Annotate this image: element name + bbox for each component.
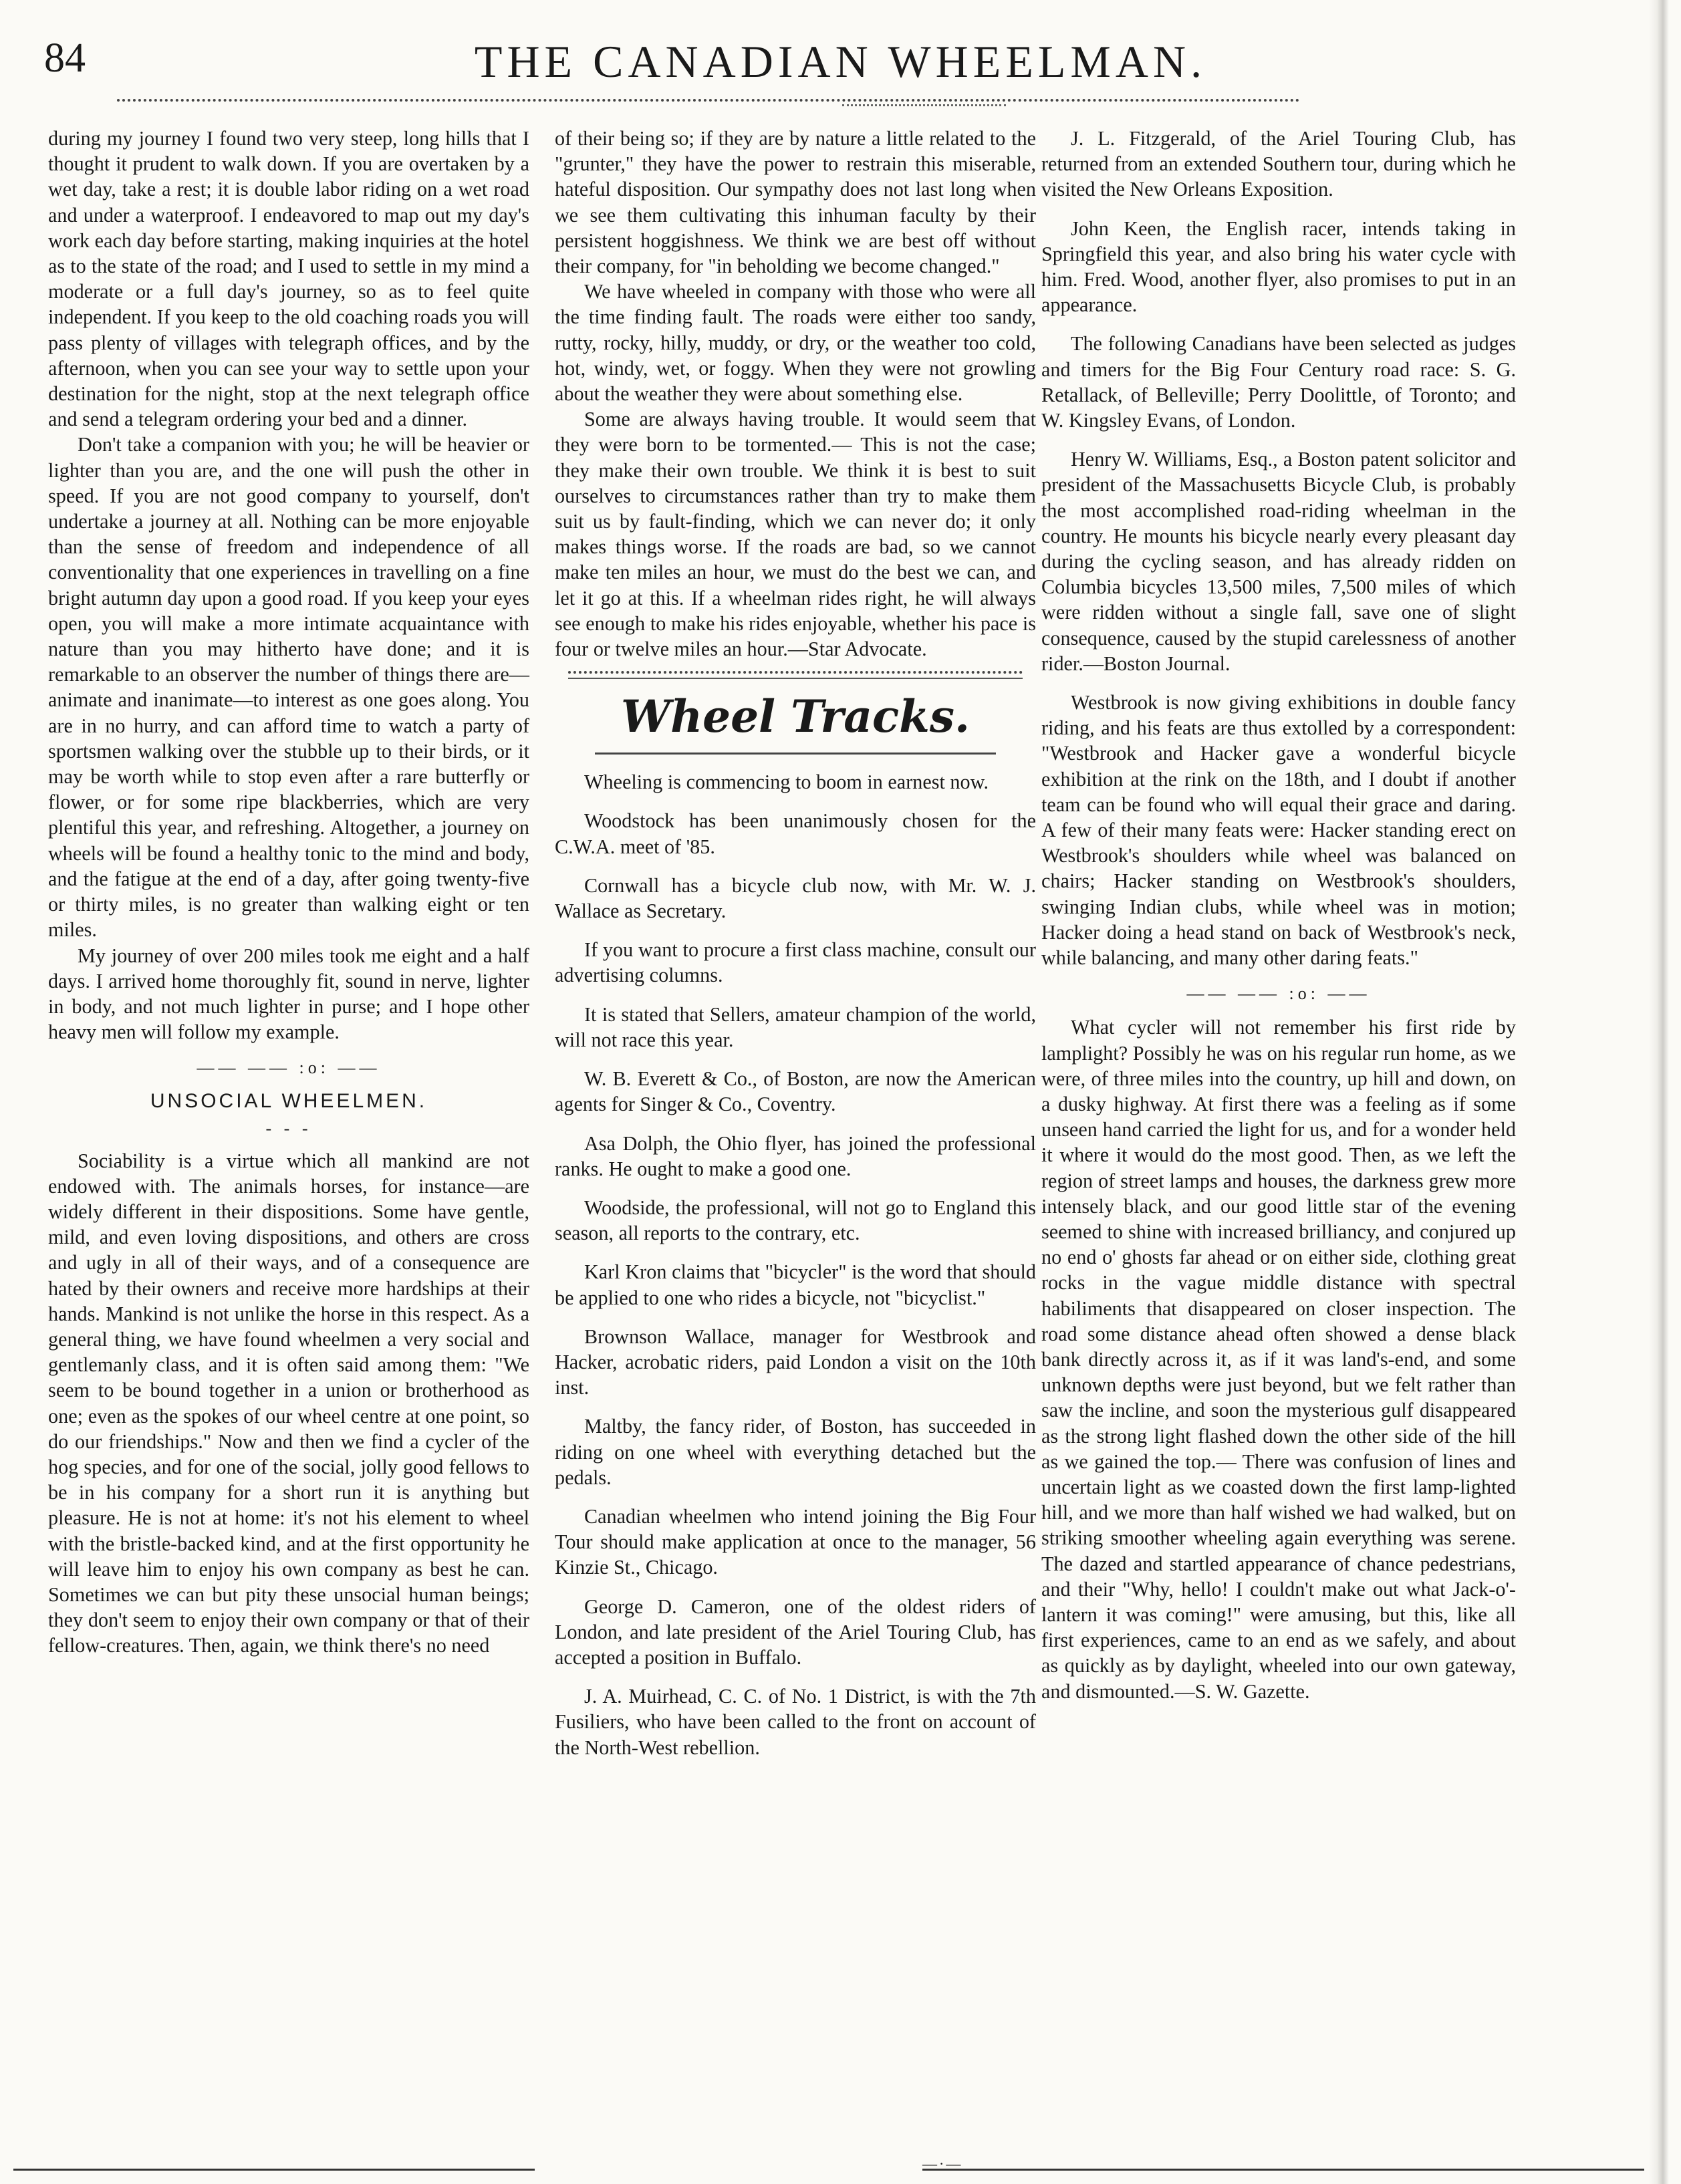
masthead-rule-secondary [842, 104, 1006, 106]
paragraph: Sociability is a virtue which all mankind are not endowed with. The animals horses, for instance—are widely different in their dispositions. Some have gentle, mild, and even loving dispositions, and others are cross and ugly in all of their ways, and of a consequence are hated by their owners and receive more hardships at their hands. Mankind is not unlike the horse in this respect. As a general thing, we have found wheelmen a very social and gentlemanly class, and it is often said among them: "We seem to be bound together in a union or brotherhood as one; even as the spokes of our wheel centre at one point, so do our friendships." Now and then we find a cycler of the hog species, and for one of the social, jolly good fellows to be in his company for a short run it is anything but pleasure. He is not at home: it's not his element to wheel with the bristle-backed kind, and at the first opportunity he will leave him to enjoy his own company as best he can. Sometimes we can but pity these unsocial human beings; they don't seem to enjoy their own company or that of their fellow-creatures. Then, again, we think there's no need [48, 1149, 529, 1657]
news-item: Brownson Wallace, manager for Westbrook and Hacker, acrobatic riders, paid London a visit on the 10th inst. [555, 1325, 1036, 1399]
section-title: UNSOCIAL WHEELMEN. [150, 1090, 428, 1113]
footer-mark: —·— [922, 2155, 963, 2172]
footer-rule [922, 2169, 1644, 2171]
section-rule [595, 753, 996, 755]
column-left [48, 126, 529, 1659]
news-item: Cornwall has a bicycle club now, with Mr. W. J. Wallace as Secretary. [555, 873, 1036, 923]
news-item: Karl Kron claims that "bicycler" is the word that should be applied to one who rides a bicycle, not "bicyclist." [555, 1260, 1036, 1309]
news-item: Woodstock has been unanimously chosen for the C.W.A. meet of '85. [555, 809, 1036, 858]
news-item: It is stated that Sellers, amateur champion of the world, will not race this year. [555, 1002, 1036, 1051]
section-title: Wheel Tracks. [620, 690, 971, 743]
page-edge-shadow [1649, 0, 1669, 2184]
masthead-rule [117, 99, 1300, 102]
paragraph: during my journey I found two very steep, long hills that I thought it prudent to walk down. If you are overtaken by a wet day, take a rest; it is double labor riding on a wet road and under a waterproof. I endeavored to map out my day's work each day before starting, making inquiries at the hotel as to the state of the road; and I used to settle in my mind a moderate or a full day's journey, so as to feel quite independent. If you keep to the old coaching roads you will pass plenty of villages with telegraph offices, and by the afternoon, when you can see your way to settle upon your destination for the night, stop at the next telegraph office and send a telegram ordering your bed and a dinner. [48, 127, 529, 431]
section-rule [568, 671, 1023, 679]
news-item: J. L. Fitzgerald, of the Ariel Touring Club, has returned from an extended Southern tour, during which he visited the New Orleans Exposition. [1041, 127, 1516, 201]
news-item: Westbrook is now giving exhibitions in double fancy riding, and his feats are thus extolled by a correspondent: "Westbrook and Hacker gave a wonderful bicycle exhibition at the rink on the 18th, and I doubt if another team can be found who will equal their grace and daring. A few of their many feats were: Hacker standing erect on Westbrook's shoulders while wheel was balanced on chairs; Hacker standing on Westbrook's shoulders, swinging Indian clubs, while wheel was in motion; Hacker doing a head stand on back of Westbrook's neck, while balancing, and many other daring feats." [1041, 691, 1516, 970]
paragraph: Some are always having trouble. It would seem that they were born to be tormented.— This is not the case; they make their own trouble. We think it is best to suit ourselves to circumstances rather than try to make them suit us by fault-finding, which we can never do; it only makes things worse. If the roads are bad, so we cannot make ten miles an hour, we must do the best we can, and let it go at this. If a wheelman rides right, he will always see enough to make his rides enjoyable, whether his pace is four or twelve miles an hour.—Star Advocate. [555, 408, 1036, 661]
paragraph: of their being so; if they are by nature a little related to the "grunter," they have the power to restrain this miserable, hateful disposition. Our sympathy does not last long when we see them cultivating this inhuman faculty by their persistent hoggishness. We think we are best off without their company, for "in beholding we become changed." [555, 127, 1036, 278]
news-item: Henry W. Williams, Esq., a Boston patent solicitor and president of the Massachusetts Bicycle Club, is probably the most accomplished road-riding wheelman in the country. He mounts his bicycle nearly every pleasant day during the cycling season, and has already ridden on Columbia bicycles 13,500 miles, 7,500 miles of which were ridden without a single fall, save one of slight consequence, caused by the stupid carelessness of another rider.—Boston Journal. [1041, 448, 1516, 675]
news-item: W. B. Everett & Co., of Boston, are now the American agents for Singer & Co., Coventry. [555, 1067, 1036, 1116]
news-item: Asa Dolph, the Ohio flyer, has joined the professional ranks. He ought to make a good one. [555, 1131, 1036, 1180]
news-item: Canadian wheelmen who intend joining the Big Four Tour should make application at once to the manager, 56 Kinzie St., Chicago. [555, 1504, 1036, 1579]
section-separator: - - - [265, 1118, 312, 1138]
paragraph: My journey of over 200 miles took me eight and a half days. I arrived home thoroughly fit, sound in nerve, lighter in body, and not much lighter in purse; and I hope other heavy men will follow my example. [48, 944, 529, 1044]
news-item: Maltby, the fancy rider, of Boston, has succeeded in riding on one wheel with everything detached but the pedals. [555, 1415, 1036, 1489]
paragraph: We have wheeled in company with those who were all the time finding fault. The roads were either too sandy, rutty, rocky, hilly, muddy, or dry, or the weather too cold, hot, windy, wet, or foggy. When they were not growling about the weather they were about something else. [555, 280, 1036, 406]
news-item: Woodside, the professional, will not go to England this season, all reports to the contrary, etc. [555, 1196, 1036, 1245]
footer-rule [13, 2169, 535, 2171]
news-item: George D. Cameron, one of the oldest riders of London, and late president of the Ariel Touring Club, has accepted a position in Buffalo. [555, 1595, 1036, 1669]
section-separator: —— —— :o: —— [1186, 984, 1371, 1004]
news-item: If you want to procure a first class machine, consult our advertising columns. [555, 938, 1036, 987]
news-item: The following Canadians have been selected as judges and timers for the Big Four Century road race: S. G. Retallack, of Belleville; Perry Doolittle, of Toronto; and W. Kingsley Evans, of London. [1041, 332, 1516, 432]
news-item: Wheeling is commencing to boom in earnest now. [584, 771, 989, 794]
news-item: John Keen, the English racer, intends taking in Springfield this year, and also bring his water cycle with him. Fred. Wood, another flyer, also promises to put in an appearance. [1041, 217, 1516, 317]
column-right [1041, 126, 1516, 1704]
news-item: J. A. Muirhead, C. C. of No. 1 District, is with the 7th Fusiliers, who have been called to the front on account of the North-West rebellion. [555, 1685, 1036, 1759]
section-separator: —— —— :o: —— [197, 1058, 381, 1078]
column-middle [555, 126, 1036, 1774]
masthead: THE CANADIAN WHEELMAN. [474, 36, 1207, 87]
paragraph: What cycler will not remember his first ride by lamplight? Possibly he was on his regular run home, as we were, of three miles into the country, up hill and down, on a dusky highway. At first there was a feeling as if some unseen hand carried the light for us, and for a wonder held it where it would do the most good. Then, as we left the region of street lamps and houses, the darkness grew more intensely black, and our good little star of the evening seemed to shine with increased brilliancy, and conjured up no end o' ghosts far ahead or on either side, clothing great rocks in the vague middle distance with spectral habiliments that disappeared on closer inspection. The road some distance ahead often showed a dense black bank directly across it, as if it was land's-end, and some unknown depths were just beyond, but we felt rather than saw the incline, and soon the mysterious gulf disappeared as the strong light flashed down the other side of the hill as we gained the top.— There was confusion of lines and uncertain light as we coasted down the first lamp-lighted hill, and we more than half wished we had walked, but on striking smoother wheeling again everything was serene. The dazed and startled appearance of chance pedestrians, and their "Why, hello! I couldn't make out what Jack-o'-lantern it was coming!" were amusing, but this, like all first experiences, came to an end as we safely, and about as quickly as by daylight, wheeled into our own gateway, and dismounted.—S. W. Gazette. [1041, 1016, 1516, 1703]
paragraph: Don't take a companion with you; he will be heavier or lighter than you are, and the one will push the other in speed. If you are not good company to yourself, don't undertake a journey at all. Nothing can be more enjoyable than the sense of freedom and independence of all conventionality that one experiences in travelling on a fine bright autumn day upon a good road. If you keep your eyes open, you will make a more intimate acquaintance with nature than you may hitherto have done; and it is remarkable to an observer the number of things there are—animate and inanimate—to interest as one goes along. You are in no hurry, and can afford time to watch a party of sportsmen walking over the stubble up to their birds, or it may be worth while to stop even after a rare butterfly or flower, or for some ripe blackberries, which are very plentiful this year, and refreshing. Altogether, a journey on wheels will be found a healthy tonic to the mind and body, and the fatigue at the end of a day, after going twenty-five or thirty miles, is no greater than walking eight or ten miles. [48, 433, 529, 942]
page-number: 84 [44, 35, 86, 81]
